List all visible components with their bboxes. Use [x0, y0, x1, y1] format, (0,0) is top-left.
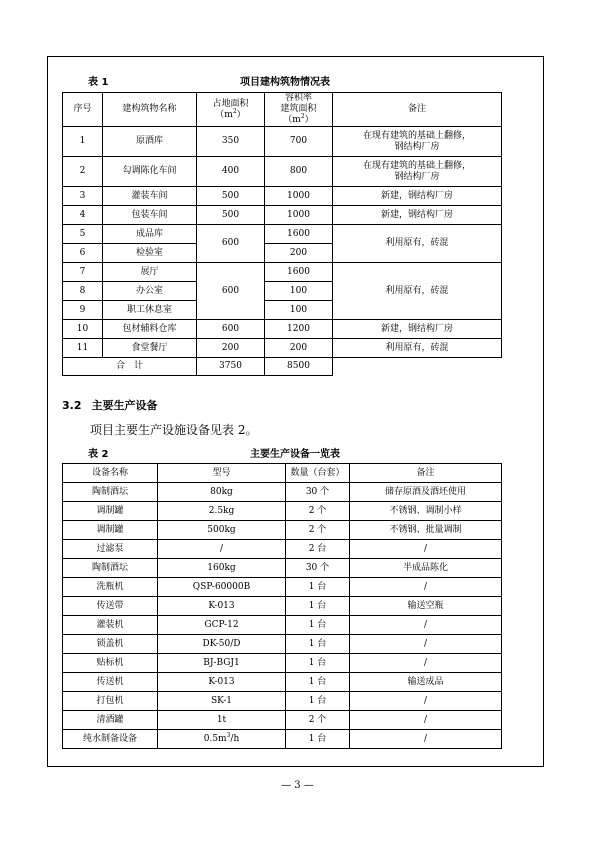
- cell-model: QSP-60000B: [158, 578, 286, 597]
- table-row: [63, 597, 502, 616]
- cell-quantity: 1 台: [286, 673, 350, 692]
- table-row: [63, 635, 502, 654]
- cell-equipment-name: 打包机: [63, 692, 158, 711]
- cell-area: 500: [197, 206, 265, 225]
- table-row: [63, 730, 502, 749]
- cell-name: 包材辅料仓库: [103, 320, 197, 339]
- cell-equipment-name: 陶制酒坛: [63, 559, 158, 578]
- table-row: [63, 578, 502, 597]
- cell-note: 输送成品: [350, 673, 502, 692]
- section-title: 主要生产设备: [91, 399, 158, 412]
- cell-name: 展厅: [103, 263, 197, 282]
- cell-note: 利用原有，砖混: [333, 225, 502, 263]
- cell-equipment-name: 贴标机: [63, 654, 158, 673]
- cell-name: 检验室: [103, 244, 197, 263]
- cell-build-area: 1600: [265, 225, 333, 244]
- cell-quantity: 1 台: [286, 692, 350, 711]
- cell-seq: 1: [63, 127, 103, 157]
- cell-name: 勾调陈化车间: [103, 157, 197, 187]
- table-row: [63, 127, 502, 157]
- cell-build-area: 100: [265, 301, 333, 320]
- cell-model: 160kg: [158, 559, 286, 578]
- cell-quantity: 30 个: [286, 483, 350, 502]
- table-row: [63, 263, 502, 282]
- table-row: [63, 673, 502, 692]
- table1-header-row: [63, 93, 502, 127]
- col-name-header: 建构筑物名称: [103, 93, 197, 127]
- cell-seq: 8: [63, 282, 103, 301]
- table-row: [63, 483, 502, 502]
- cell-note: /: [350, 635, 502, 654]
- cell-quantity: 1 台: [286, 654, 350, 673]
- cell-seq: 4: [63, 206, 103, 225]
- cell-note: /: [350, 692, 502, 711]
- cell-model: GCP-12: [158, 616, 286, 635]
- cell-model: 1t: [158, 711, 286, 730]
- table-row: [63, 206, 502, 225]
- cell-name: 包装车间: [103, 206, 197, 225]
- cell-name: 职工休息室: [103, 301, 197, 320]
- cell-note: /: [350, 711, 502, 730]
- cell-note: 输送空瓶: [350, 597, 502, 616]
- cell-note: 新建，钢结构厂房: [333, 320, 502, 339]
- col-model-header: 型号: [158, 464, 286, 483]
- cell-equipment-name: 过滤泵: [63, 540, 158, 559]
- cell-note: 不锈钢、调制小样: [350, 502, 502, 521]
- cell-name: 灌装车间: [103, 187, 197, 206]
- cell-area: 350: [197, 127, 265, 157]
- table-row: [63, 711, 502, 730]
- cell-name: 原酒库: [103, 127, 197, 157]
- col-equipment-name-header: 设备名称: [63, 464, 158, 483]
- cell-build-area: 700: [265, 127, 333, 157]
- table-row: [63, 616, 502, 635]
- cell-quantity: 2 个: [286, 502, 350, 521]
- table-row: [63, 157, 502, 187]
- cell-note: 新建，钢结构厂房: [333, 187, 502, 206]
- cell-note: /: [350, 578, 502, 597]
- table-row: [63, 540, 502, 559]
- total-area: 3750: [197, 358, 265, 376]
- total-empty-cell: [333, 358, 502, 376]
- cell-equipment-name: 纯水制备设备: [63, 730, 158, 749]
- cell-seq: 9: [63, 301, 103, 320]
- cell-equipment-name: 调制罐: [63, 502, 158, 521]
- cell-model: SK-1: [158, 692, 286, 711]
- table-row: [63, 654, 502, 673]
- cell-area: 600: [197, 320, 265, 339]
- cell-build-area: 1600: [265, 263, 333, 282]
- cell-model: /: [158, 540, 286, 559]
- buildings-table: [62, 92, 502, 376]
- cell-area: 600: [197, 225, 265, 263]
- section-paragraph: 项目主要生产设施设备见表 2。: [90, 423, 258, 437]
- cell-note: /: [350, 540, 502, 559]
- cell-quantity: 1 台: [286, 597, 350, 616]
- table-row: [63, 559, 502, 578]
- cell-name: 食堂餐厅: [103, 339, 197, 358]
- cell-note: 储存原酒及酒坯使用: [350, 483, 502, 502]
- cell-area: 400: [197, 157, 265, 187]
- cell-quantity: 1 台: [286, 578, 350, 597]
- table2-title: 主要生产设备一览表: [250, 449, 340, 460]
- section-number: 3.2: [62, 399, 82, 412]
- cell-equipment-name: 传送带: [63, 597, 158, 616]
- cell-build-area: 1200: [265, 320, 333, 339]
- total-label: 合 计: [63, 358, 197, 376]
- cell-name: 成品库: [103, 225, 197, 244]
- table1-title: 项目建构筑物情况表: [240, 77, 330, 88]
- cell-model: 80kg: [158, 483, 286, 502]
- cell-quantity: 2 台: [286, 540, 350, 559]
- cell-seq: 10: [63, 320, 103, 339]
- cell-model: $0.5m^3/h$: [158, 730, 286, 749]
- cell-build-area: 1000: [265, 206, 333, 225]
- table-row: [63, 339, 502, 358]
- cell-note: 不锈钢、批量调制: [350, 521, 502, 540]
- cell-quantity: 1 台: [286, 616, 350, 635]
- cell-equipment-name: 传送机: [63, 673, 158, 692]
- cell-seq: 7: [63, 263, 103, 282]
- cell-model: BJ-BGJ1: [158, 654, 286, 673]
- cell-seq: 2: [63, 157, 103, 187]
- col-note-header: 备注: [333, 93, 502, 127]
- cell-area: 600: [197, 263, 265, 320]
- table-row: [63, 225, 502, 244]
- table1-label: 表 1: [88, 77, 109, 88]
- cell-quantity: 1 台: [286, 635, 350, 654]
- cell-build-area: 800: [265, 157, 333, 187]
- table-row: [63, 187, 502, 206]
- cell-model: 500kg: [158, 521, 286, 540]
- cell-area: 500: [197, 187, 265, 206]
- table-row: [63, 502, 502, 521]
- col-seq-header: 序号: [63, 93, 103, 127]
- cell-model: K-013: [158, 597, 286, 616]
- cell-equipment-name: 锁盖机: [63, 635, 158, 654]
- equipment-table: [62, 463, 502, 749]
- table-row: [63, 692, 502, 711]
- cell-note: 在现有建筑的基础上翻修， 钢结构厂房: [333, 157, 502, 187]
- cell-build-area: 200: [265, 339, 333, 358]
- col-build-area-header: 容积率 建筑面积$(m^2)$: [265, 93, 333, 127]
- col-quantity-header: 数量（台套）: [286, 464, 350, 483]
- cell-note: 新建，钢结构厂房: [333, 206, 502, 225]
- section-heading: [62, 397, 158, 413]
- cell-note: 在现有建筑的基础上翻修， 钢结构厂房: [333, 127, 502, 157]
- cell-quantity: 2 个: [286, 711, 350, 730]
- cell-quantity: 1 台: [286, 730, 350, 749]
- cell-note: 半成品陈化: [350, 559, 502, 578]
- cell-seq: 6: [63, 244, 103, 263]
- cell-note: 利用原有，砖混: [333, 263, 502, 320]
- cell-build-area: 200: [265, 244, 333, 263]
- cell-note: /: [350, 616, 502, 635]
- table2-header-row: [63, 464, 502, 483]
- cell-seq: 3: [63, 187, 103, 206]
- cell-equipment-name: 调制罐: [63, 521, 158, 540]
- cell-build-area: 100: [265, 282, 333, 301]
- table-row: [63, 320, 502, 339]
- total-build-area: 8500: [265, 358, 333, 376]
- cell-equipment-name: 陶制酒坛: [63, 483, 158, 502]
- cell-model: K-013: [158, 673, 286, 692]
- cell-model: 2.5kg: [158, 502, 286, 521]
- cell-equipment-name: 洗瓶机: [63, 578, 158, 597]
- cell-quantity: 2 个: [286, 521, 350, 540]
- cell-equipment-name: 灌装机: [63, 616, 158, 635]
- col-area-header: 占地面积$(m^2)$: [197, 93, 265, 127]
- cell-quantity: 30 个: [286, 559, 350, 578]
- cell-name: 办公室: [103, 282, 197, 301]
- cell-seq: 5: [63, 225, 103, 244]
- col-note-header: 备注: [350, 464, 502, 483]
- cell-note: /: [350, 730, 502, 749]
- cell-area: 200: [197, 339, 265, 358]
- table1-total-row: [63, 358, 502, 376]
- table-row: [63, 521, 502, 540]
- cell-model: DK-50/D: [158, 635, 286, 654]
- cell-seq: 11: [63, 339, 103, 358]
- page-number: — 3 —: [281, 780, 314, 791]
- cell-note: 利用原有，砖混: [333, 339, 502, 358]
- table2-label: 表 2: [88, 449, 109, 460]
- cell-note: /: [350, 654, 502, 673]
- cell-build-area: 1000: [265, 187, 333, 206]
- cell-equipment-name: 清酒罐: [63, 711, 158, 730]
